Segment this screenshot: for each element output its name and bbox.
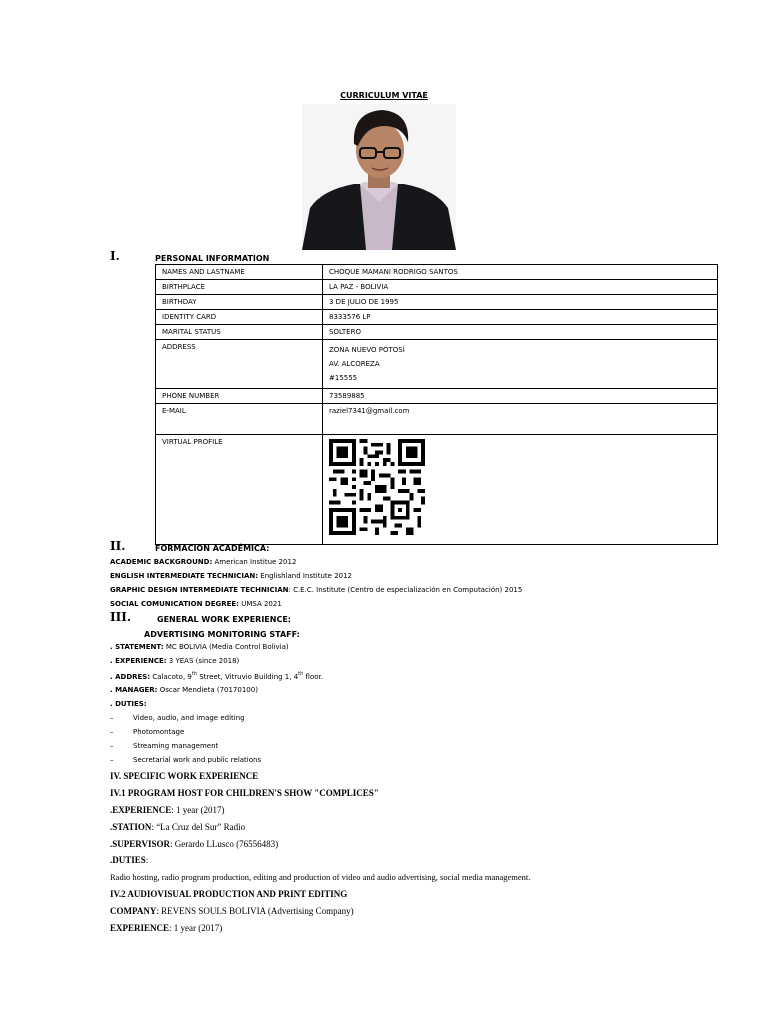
table-row: [156, 295, 718, 310]
item-label: ENGLISH INTERMEDIATE TECHNICIAN:: [110, 572, 259, 580]
table-row: [156, 435, 718, 545]
duty-text: Video, audio, and image editing: [133, 714, 245, 722]
ordinal-suffix: th: [298, 671, 304, 677]
manager-line: [110, 686, 258, 694]
item-label: GRAPHIC DESIGN INTERMEDIATE TECHNICIAN: [110, 586, 289, 594]
academic-item: [110, 572, 352, 580]
row-label: ADDRESS: [156, 340, 323, 389]
bullet-dash-icon: –: [110, 742, 114, 750]
line-label: .SUPERVISOR: [110, 839, 170, 849]
experience-line: [110, 805, 225, 815]
item-value: American Institue 2012: [212, 558, 297, 566]
line-label: EXPERIENCE: [110, 923, 170, 933]
line-label: COMPANY: [110, 906, 157, 916]
section-2-numeral: II.: [110, 539, 126, 553]
subsection-4-2-heading: [110, 889, 347, 899]
section-1-numeral: I.: [110, 249, 120, 263]
line-label: .STATION: [110, 822, 152, 832]
row-label: MARITAL STATUS: [156, 325, 323, 340]
table-row: [156, 404, 718, 435]
heading-text: IV.2 AUDIOVISUAL PRODUCTION AND PRINT EDITING: [110, 889, 348, 899]
duty-text: Photomontage: [133, 728, 185, 736]
email-link[interactable]: raziel7341@gmail.com: [323, 404, 718, 435]
line-label: .DUTIES: [110, 855, 146, 865]
line-value: : 1 year (2017): [169, 923, 223, 933]
line-label: . DUTIES:: [110, 700, 147, 708]
line-value: : 1 year (2017): [171, 805, 225, 815]
ordinal-suffix: th: [191, 671, 197, 677]
line-value: : “La Cruz del Sur” Radio: [151, 822, 246, 832]
heading-text: IV. SPECIFIC WORK EXPERIENCE: [110, 771, 259, 781]
line-label: . MANAGER:: [110, 686, 158, 694]
duty-text: Streaming management: [133, 742, 219, 750]
line-label: .EXPERIENCE: [110, 805, 172, 815]
line-value: Calacoto, 9: [150, 673, 192, 681]
line-label: . EXPERIENCE:: [110, 657, 167, 665]
section-3-subheading: ADVERTISING MONITORING STAFF:: [144, 630, 300, 639]
line-value: Street, Vitruvio Building 1, 4: [197, 673, 299, 681]
address-line: [110, 671, 323, 681]
line-value: Oscar Mendieta (70170100): [157, 686, 258, 694]
row-label: BIRTHDAY: [156, 295, 323, 310]
table-row: [156, 389, 718, 404]
list-item: [110, 714, 410, 724]
item-value: : C.E.C. Institute (Centro de especialización en Computación) 2015: [288, 586, 523, 594]
personal-info-table: [155, 264, 718, 545]
row-value: [323, 435, 718, 545]
line-label: . ADDRES:: [110, 673, 151, 681]
line-value: MC BOLIVIA (Media Control Bolivia): [163, 643, 289, 651]
document-title: CURRICULUM VITAE: [340, 91, 428, 100]
row-value: CHOQUE MAMANI RODRIGO SANTOS: [323, 265, 718, 280]
address-line: AV. ALCOREZA: [329, 360, 380, 368]
list-item: [110, 756, 410, 766]
section-1-heading: PERSONAL INFORMATION: [155, 254, 270, 263]
bullet-dash-icon: –: [110, 728, 114, 736]
line-value: :: [145, 855, 149, 865]
row-label: VIRTUAL PROFILE: [156, 435, 323, 545]
academic-item: [110, 600, 282, 608]
row-label: BIRTHPLACE: [156, 280, 323, 295]
row-label: E-MAIL: [156, 404, 323, 435]
table-row: [156, 340, 718, 389]
item-label: ACADEMIC BACKGROUND:: [110, 558, 213, 566]
row-value: 73589885: [323, 389, 718, 404]
line-value: : Gerardo LLusco (76556483): [169, 839, 279, 849]
table-row: [156, 265, 718, 280]
duty-text: Secretarial work and public relations: [133, 756, 262, 764]
row-value: LA PAZ - BOLIVIA: [323, 280, 718, 295]
line-value: : REVENS SOULS BOLIVIA (Advertising Company): [156, 906, 354, 916]
subsection-4-1-heading: [110, 788, 379, 798]
row-value: 8333576 LP: [323, 310, 718, 325]
row-value: [323, 340, 718, 389]
line-value: 3 YEAS (since 2018): [166, 657, 240, 665]
supervisor-line: [110, 839, 278, 849]
duties-text: Radio hosting, radio program production, editing and production of video and audio advertising, social media management.: [110, 872, 531, 882]
table-row: [156, 280, 718, 295]
line-label: . STATEMENT:: [110, 643, 164, 651]
qr-code-icon[interactable]: [329, 439, 425, 535]
line-value: floor.: [303, 673, 323, 681]
row-value: 3 DE JULIO DE 1995: [323, 295, 718, 310]
list-item: [110, 728, 410, 738]
profile-photo: [302, 104, 456, 250]
address-line: ZONA NUEVO POTOSÍ: [329, 346, 405, 354]
company-line: [110, 906, 354, 916]
duties-line: [110, 855, 148, 865]
list-item: [110, 742, 410, 752]
experience-line: [110, 923, 222, 933]
section-3-numeral: III.: [110, 610, 132, 624]
experience-line: [110, 657, 239, 665]
row-label: NAMES AND LASTNAME: [156, 265, 323, 280]
person-portrait-image: [302, 104, 456, 250]
duties-line: [110, 700, 147, 708]
address-line: #15555: [329, 374, 358, 382]
bullet-dash-icon: –: [110, 714, 114, 722]
table-row: [156, 325, 718, 340]
section-4-heading: [110, 771, 258, 781]
statement-line: [110, 643, 289, 651]
row-label: IDENTITY CARD: [156, 310, 323, 325]
academic-item: [110, 586, 522, 594]
table-row: [156, 310, 718, 325]
academic-item: [110, 558, 296, 566]
section-3-heading: GENERAL WORK EXPERIENCE:: [157, 615, 291, 624]
item-value: UMSA 2021: [238, 600, 282, 608]
heading-text: IV.1 PROGRAM HOST FOR CHILDREN'S SHOW "COMPLICES": [110, 788, 379, 798]
row-label: PHONE NUMBER: [156, 389, 323, 404]
section-2-heading: FORMACION ACADÉMICA:: [155, 544, 270, 553]
bullet-dash-icon: –: [110, 756, 114, 764]
station-line: [110, 822, 245, 832]
item-value: Englishland Institute 2012: [258, 572, 353, 580]
item-label: SOCIAL COMUNICATION DEGREE:: [110, 600, 239, 608]
row-value: SOLTERO: [323, 325, 718, 340]
